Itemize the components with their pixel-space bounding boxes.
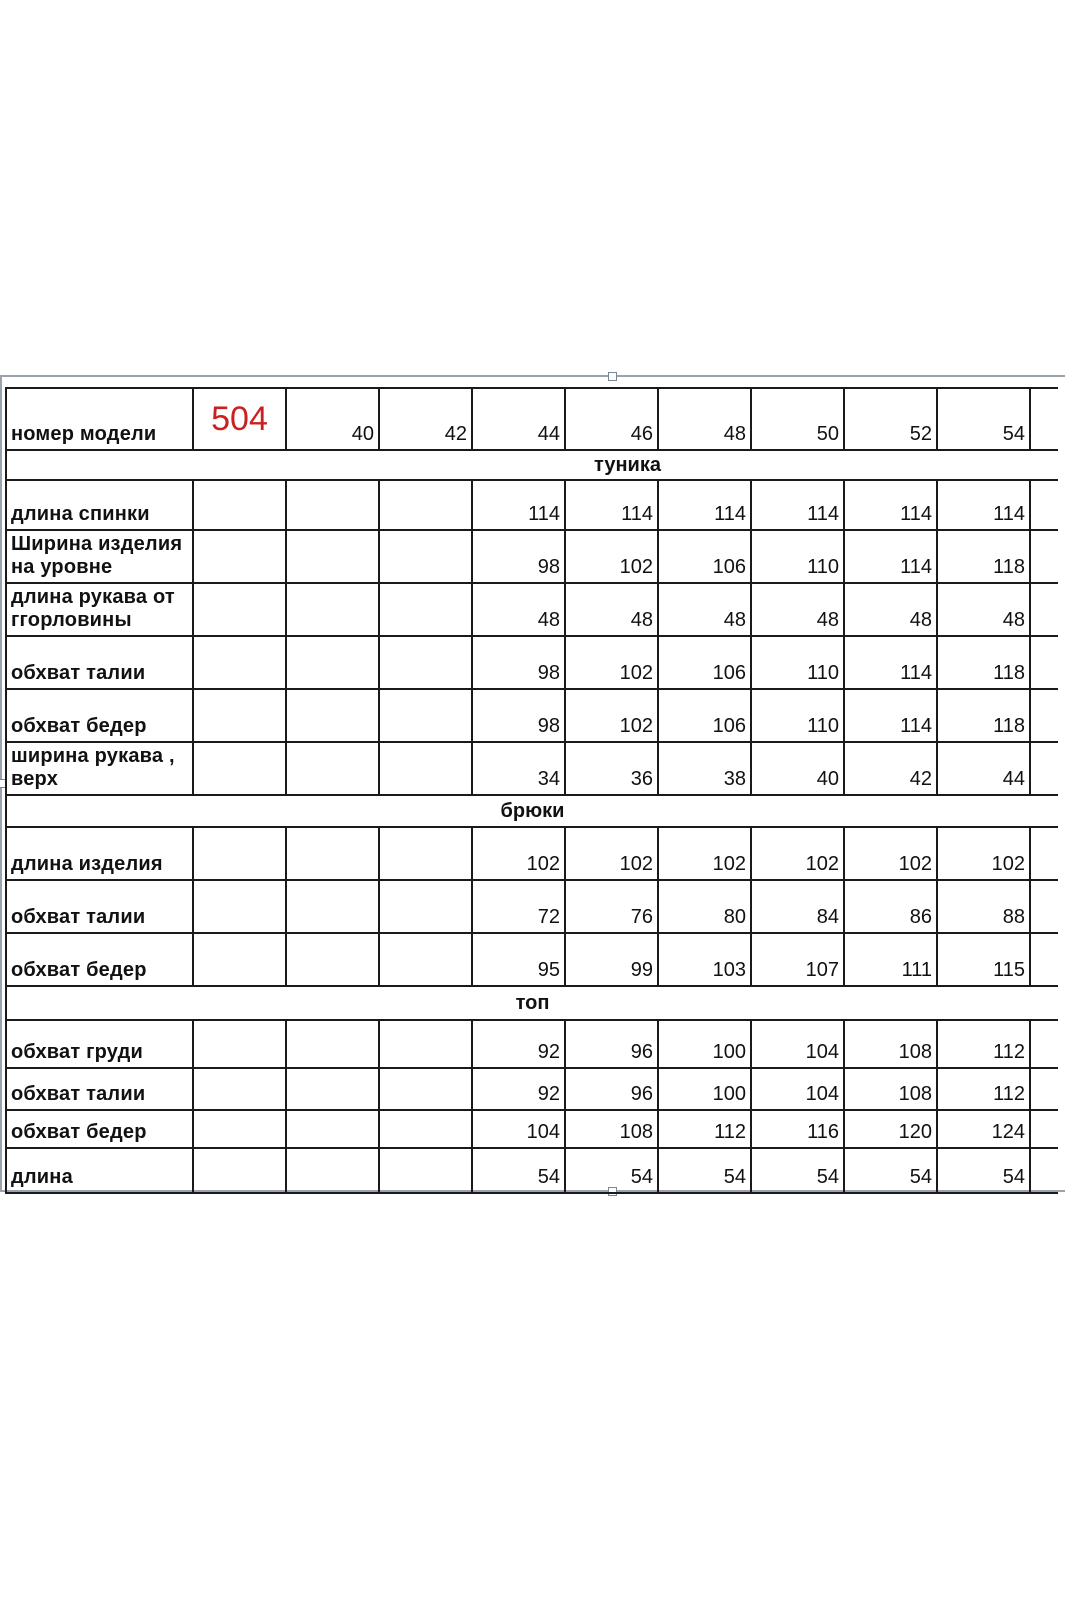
- value-cell-size-40: [286, 636, 379, 689]
- value-cell-size-52: 114: [844, 636, 937, 689]
- value-cell-size-42: [379, 1148, 472, 1193]
- value-cell-size-40: [286, 689, 379, 742]
- size-header-52: 52: [844, 388, 937, 450]
- cut-cell: [1030, 742, 1058, 795]
- value-cell-size-42: [379, 742, 472, 795]
- value-cell-size-48: 106: [658, 689, 751, 742]
- model-column-cell: [193, 1110, 286, 1148]
- size-header-50: 50: [751, 388, 844, 450]
- model-column-cell: [193, 583, 286, 636]
- value-cell-size-46: 114: [565, 480, 658, 530]
- value-cell-size-52: 102: [844, 827, 937, 880]
- cut-cell: [1030, 636, 1058, 689]
- cut-cell: [1030, 1020, 1058, 1068]
- value-cell-size-46: 102: [565, 689, 658, 742]
- value-cell-size-44: 104: [472, 1110, 565, 1148]
- resize-handle-top[interactable]: [608, 372, 617, 381]
- row-label: длина спинки: [6, 480, 193, 530]
- row-label: ширина рукава , верх: [6, 742, 193, 795]
- model-column-cell: [193, 742, 286, 795]
- section-row: [6, 986, 1058, 1020]
- value-cell-size-54: 48: [937, 583, 1030, 636]
- value-cell-size-46: 54: [565, 1148, 658, 1193]
- value-cell-size-52: 120: [844, 1110, 937, 1148]
- value-cell-size-52: 108: [844, 1068, 937, 1110]
- table-row: [6, 689, 1058, 742]
- cut-cell: [1030, 1110, 1058, 1148]
- value-cell-size-50: 40: [751, 742, 844, 795]
- value-cell-size-42: [379, 827, 472, 880]
- model-number: 504: [193, 388, 286, 450]
- cut-cell: [1030, 1068, 1058, 1110]
- value-cell-size-48: 80: [658, 880, 751, 933]
- value-cell-size-46: 108: [565, 1110, 658, 1148]
- size-header-54: 54: [937, 388, 1030, 450]
- value-cell-size-42: [379, 480, 472, 530]
- row-label: обхват груди: [6, 1020, 193, 1068]
- value-cell-size-46: 76: [565, 880, 658, 933]
- section-title: топ: [515, 991, 550, 1014]
- size-header-44: 44: [472, 388, 565, 450]
- table-row: [6, 1020, 1058, 1068]
- row-label: обхват бедер: [6, 689, 193, 742]
- value-cell-size-42: [379, 1020, 472, 1068]
- table-row: [6, 636, 1058, 689]
- value-cell-size-44: 92: [472, 1020, 565, 1068]
- value-cell-size-44: 95: [472, 933, 565, 986]
- value-cell-size-52: 111: [844, 933, 937, 986]
- value-cell-size-42: [379, 1068, 472, 1110]
- cut-cell: [1030, 388, 1058, 450]
- value-cell-size-42: [379, 933, 472, 986]
- value-cell-size-52: 108: [844, 1020, 937, 1068]
- value-cell-size-44: 48: [472, 583, 565, 636]
- value-cell-size-42: [379, 689, 472, 742]
- value-cell-size-40: [286, 583, 379, 636]
- value-cell-size-48: 106: [658, 636, 751, 689]
- size-table: [5, 387, 1058, 1194]
- value-cell-size-52: 114: [844, 480, 937, 530]
- value-cell-size-40: [286, 827, 379, 880]
- size-table-body: [6, 388, 1058, 1193]
- table-row: [6, 530, 1058, 583]
- model-column-cell: [193, 1068, 286, 1110]
- value-cell-size-50: 116: [751, 1110, 844, 1148]
- model-column-cell: [193, 1148, 286, 1193]
- model-column-cell: [193, 530, 286, 583]
- table-row: [6, 583, 1058, 636]
- value-cell-size-50: 110: [751, 689, 844, 742]
- model-column-cell: [193, 636, 286, 689]
- value-cell-size-52: 86: [844, 880, 937, 933]
- value-cell-size-44: 98: [472, 530, 565, 583]
- value-cell-size-50: 110: [751, 636, 844, 689]
- value-cell-size-42: [379, 880, 472, 933]
- value-cell-size-48: 48: [658, 583, 751, 636]
- value-cell-size-54: 44: [937, 742, 1030, 795]
- size-header-48: 48: [658, 388, 751, 450]
- value-cell-size-54: 124: [937, 1110, 1030, 1148]
- section-row: [6, 450, 1058, 480]
- value-cell-size-48: 102: [658, 827, 751, 880]
- row-label: длина рукава от ггорловины: [6, 583, 193, 636]
- table-row: [6, 1110, 1058, 1148]
- cut-cell: [1030, 827, 1058, 880]
- value-cell-size-54: 114: [937, 480, 1030, 530]
- value-cell-size-44: 102: [472, 827, 565, 880]
- value-cell-size-54: 118: [937, 636, 1030, 689]
- value-cell-size-40: [286, 880, 379, 933]
- value-cell-size-52: 42: [844, 742, 937, 795]
- model-column-cell: [193, 827, 286, 880]
- value-cell-size-54: 54: [937, 1148, 1030, 1193]
- value-cell-size-50: 107: [751, 933, 844, 986]
- section-title: туника: [594, 453, 661, 476]
- value-cell-size-54: 118: [937, 530, 1030, 583]
- value-cell-size-54: 115: [937, 933, 1030, 986]
- size-chart-sheet: [0, 375, 1065, 1225]
- value-cell-size-48: 100: [658, 1020, 751, 1068]
- value-cell-size-44: 72: [472, 880, 565, 933]
- value-cell-size-40: [286, 1020, 379, 1068]
- value-cell-size-48: 54: [658, 1148, 751, 1193]
- header-row: [6, 388, 1058, 450]
- value-cell-size-54: 88: [937, 880, 1030, 933]
- section-title-cell: [6, 450, 1058, 480]
- value-cell-size-52: 54: [844, 1148, 937, 1193]
- value-cell-size-46: 36: [565, 742, 658, 795]
- cut-cell: [1030, 689, 1058, 742]
- value-cell-size-46: 99: [565, 933, 658, 986]
- value-cell-size-48: 103: [658, 933, 751, 986]
- size-header-46: 46: [565, 388, 658, 450]
- value-cell-size-48: 112: [658, 1110, 751, 1148]
- size-header-42: 42: [379, 388, 472, 450]
- value-cell-size-42: [379, 583, 472, 636]
- value-cell-size-54: 118: [937, 689, 1030, 742]
- selection-frame-top: [0, 375, 1065, 377]
- value-cell-size-54: 102: [937, 827, 1030, 880]
- value-cell-size-52: 114: [844, 530, 937, 583]
- cut-cell: [1030, 480, 1058, 530]
- value-cell-size-48: 100: [658, 1068, 751, 1110]
- size-header-40: 40: [286, 388, 379, 450]
- model-column-cell: [193, 880, 286, 933]
- value-cell-size-40: [286, 1068, 379, 1110]
- row-label: длина: [6, 1148, 193, 1193]
- value-cell-size-44: 54: [472, 1148, 565, 1193]
- row-label: обхват талии: [6, 1068, 193, 1110]
- value-cell-size-40: [286, 530, 379, 583]
- value-cell-size-46: 96: [565, 1020, 658, 1068]
- value-cell-size-54: 112: [937, 1020, 1030, 1068]
- value-cell-size-42: [379, 1110, 472, 1148]
- value-cell-size-44: 98: [472, 689, 565, 742]
- cut-cell: [1030, 583, 1058, 636]
- value-cell-size-40: [286, 933, 379, 986]
- value-cell-size-46: 102: [565, 530, 658, 583]
- row-label: обхват талии: [6, 880, 193, 933]
- value-cell-size-44: 34: [472, 742, 565, 795]
- value-cell-size-46: 102: [565, 636, 658, 689]
- row-label: обхват талии: [6, 636, 193, 689]
- table-row: [6, 880, 1058, 933]
- model-label: номер модели: [6, 388, 193, 450]
- value-cell-size-46: 48: [565, 583, 658, 636]
- value-cell-size-52: 48: [844, 583, 937, 636]
- row-label: обхват бедер: [6, 1110, 193, 1148]
- value-cell-size-40: [286, 1110, 379, 1148]
- section-title: брюки: [500, 799, 565, 822]
- table-row: [6, 1148, 1058, 1193]
- cut-cell: [1030, 530, 1058, 583]
- value-cell-size-50: 114: [751, 480, 844, 530]
- value-cell-size-50: 110: [751, 530, 844, 583]
- section-row: [6, 795, 1058, 827]
- model-column-cell: [193, 1020, 286, 1068]
- value-cell-size-46: 96: [565, 1068, 658, 1110]
- value-cell-size-48: 106: [658, 530, 751, 583]
- value-cell-size-50: 54: [751, 1148, 844, 1193]
- value-cell-size-42: [379, 636, 472, 689]
- row-label: Ширина изделия на уровне: [6, 530, 193, 583]
- value-cell-size-48: 38: [658, 742, 751, 795]
- table-row: [6, 480, 1058, 530]
- value-cell-size-50: 104: [751, 1068, 844, 1110]
- value-cell-size-50: 48: [751, 583, 844, 636]
- table-row: [6, 1068, 1058, 1110]
- cut-cell: [1030, 880, 1058, 933]
- value-cell-size-44: 92: [472, 1068, 565, 1110]
- cut-cell: [1030, 1148, 1058, 1193]
- row-label: длина изделия: [6, 827, 193, 880]
- row-label: обхват бедер: [6, 933, 193, 986]
- cut-cell: [1030, 933, 1058, 986]
- model-column-cell: [193, 689, 286, 742]
- value-cell-size-48: 114: [658, 480, 751, 530]
- section-title-cell: [6, 795, 1058, 827]
- value-cell-size-46: 102: [565, 827, 658, 880]
- value-cell-size-54: 112: [937, 1068, 1030, 1110]
- table-row: [6, 827, 1058, 880]
- model-column-cell: [193, 933, 286, 986]
- section-title-cell: [6, 986, 1058, 1020]
- table-row: [6, 742, 1058, 795]
- value-cell-size-40: [286, 1148, 379, 1193]
- value-cell-size-44: 98: [472, 636, 565, 689]
- value-cell-size-42: [379, 530, 472, 583]
- value-cell-size-52: 114: [844, 689, 937, 742]
- value-cell-size-44: 114: [472, 480, 565, 530]
- value-cell-size-50: 104: [751, 1020, 844, 1068]
- model-column-cell: [193, 480, 286, 530]
- value-cell-size-50: 102: [751, 827, 844, 880]
- value-cell-size-40: [286, 742, 379, 795]
- table-row: [6, 933, 1058, 986]
- value-cell-size-50: 84: [751, 880, 844, 933]
- value-cell-size-40: [286, 480, 379, 530]
